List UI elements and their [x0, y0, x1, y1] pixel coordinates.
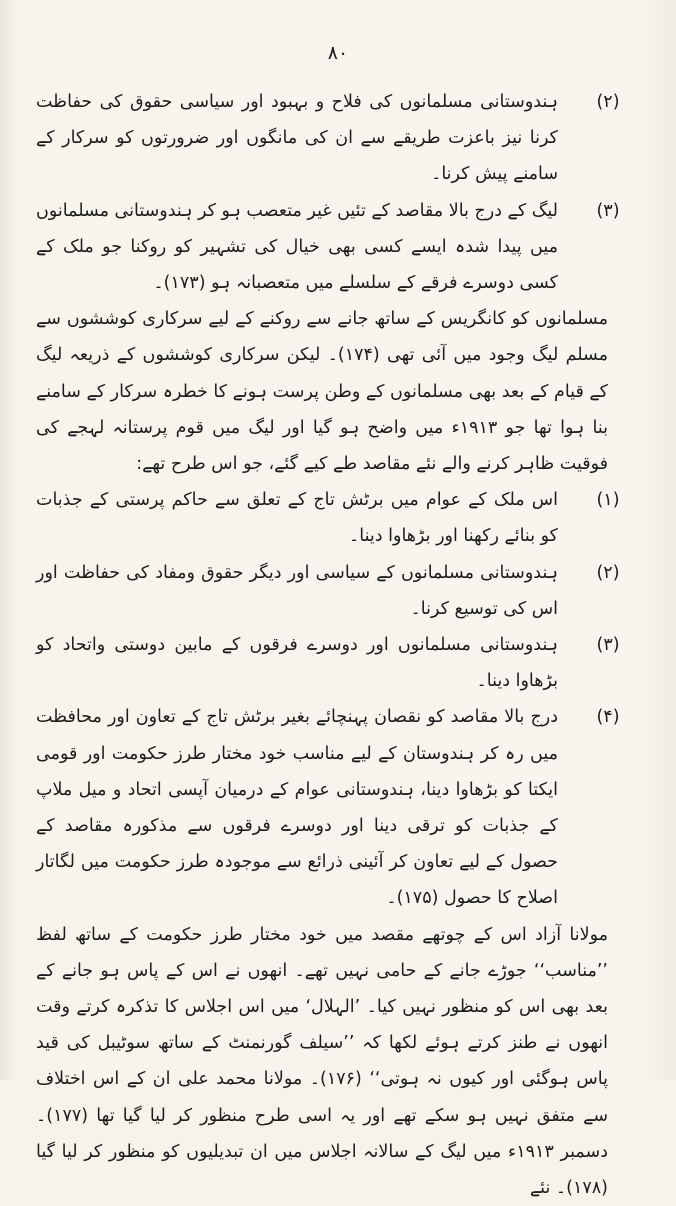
paragraph: مولانا آزاد اس کے چوتھے مقصد میں خود مختار طرز حکومت کے ساتھ لفظ ’’مناسب‘‘ جوڑے جانے کے حامی نہیں تھے۔ انھوں نے اس کے پاس ہو جانے کے بعد بھی اس کو منظور نہیں کیا۔ ’الہلال‘ میں اس اجلاس کا تذکرہ کرتے وقت انھوں نے طنز کرتے ہوئے لکھا کہ ’’سیلف گورنمنٹ کے ساتھ سوٹیبل کی قید پاس ہوگئی اور کیوں نہ ہوتی‘‘ (۱۷۶)۔ مولانا محمد علی ان کے اس اختلاف سے متفق نہیں ہو سکے تھے اور یہ اسی طرح منظور کر لیا گیا تھا (۱۷۷)۔ دسمبر ۱۹۱۳ء میں لیگ کے سالانہ اجلاس میں ان تبدیلیوں کو منظور کر لیا گیا (۱۷۸)۔ نئے: [36, 924, 608, 1199]
item-number: (۲): [596, 92, 620, 112]
item-text: ہندوستانی مسلمانوں کے سیاسی اور دیگر حقوق ومفاد کی حفاظت اور اس کی توسیع کرنا۔: [36, 562, 558, 619]
page-number: ۸۰: [327, 42, 349, 64]
item-text: ہندوستانی مسلمانوں اور دوسرے فرقوں کے مابین دوستی واتحاد کو بڑھاوا دینا۔: [36, 635, 558, 692]
page-text: [35, 84, 620, 1206]
item-number: (۱): [596, 490, 620, 511]
list-item: [36, 627, 620, 699]
item-text: ہندوستانی مسلمانوں کی فلاح و بہبود اور سیاسی حقوق کی حفاظت کرنا نیز باعزت طریقے سے ان کی مانگوں اور ضرورتوں کو سرکار کے سامنے پیش کرنا۔: [36, 92, 558, 185]
item-text: لیگ کے درج بالا مقاصد کے تئیں غیر متعصب ہو کر ہندوستانی مسلمانوں میں پیدا شدہ ایسے کسی بھی خیال کی تشہیر کو روکنا جو ملک کے کسی دوسرے فرقے کے سلسلے میں متعصبانہ ہو (۱۷۳)۔: [35, 200, 558, 294]
paragraph: مسلمانوں کو کانگریس کے ساتھ جانے سے روکنے کے لیے سرکاری کوششوں سے مسلم لیگ وجود میں آئی تھی (۱۷۴)۔ لیکن سرکاری کوششوں کے ذریعہ لیگ کے قیام کے بعد بھی مسلمانوں کے وطن پرست ہونے کا خطرہ سرکار کے سامنے بنا ہوا تھا جو ۱۹۱۳ء میں واضح ہو گیا اور لیگ میں قوم پرستانہ لہجے کی فوقیت ظاہر کرنے والے نئے مقاصد طے کیے گئے، جو اس طرح تھے:: [36, 309, 608, 475]
item-text: درج بالا مقاصد کو نقصان پہنچائے بغیر برٹش تاج کے تعاون اور محافظت میں رہ کر ہندوستان کے لیے مناسب خود مختار طرز حکومت اور قومی ایکتا کو بڑھاوا دینا، ہندوستانی عوام کے درمیان آپسی اتحاد و میل ملاپ کے جذبات کو ترقی دینا اور دوسرے فرقوں سے مذکورہ مقاصد کے حصول کے لیے تعاون کر آئینی ذرائع سے موجودہ طرز حکومت میں لگاتار اصلاح کا حصول (۱۷۵)۔: [36, 707, 558, 909]
list-item: [36, 555, 620, 627]
item-number: (۳): [596, 200, 620, 221]
item-number: (۴): [596, 707, 620, 728]
item-number: (۳): [596, 635, 620, 656]
list-item: [36, 482, 620, 554]
list-item: [36, 84, 620, 193]
item-number: (۲): [596, 562, 620, 583]
list-item: [36, 699, 620, 916]
item-text: اس ملک کے عوام میں برٹش تاج کے تعلق سے حاکم پرستی کے جذبات کو بنائے رکھنا اور بڑھاوا دینا۔: [36, 490, 558, 547]
list-item: [35, 193, 620, 302]
